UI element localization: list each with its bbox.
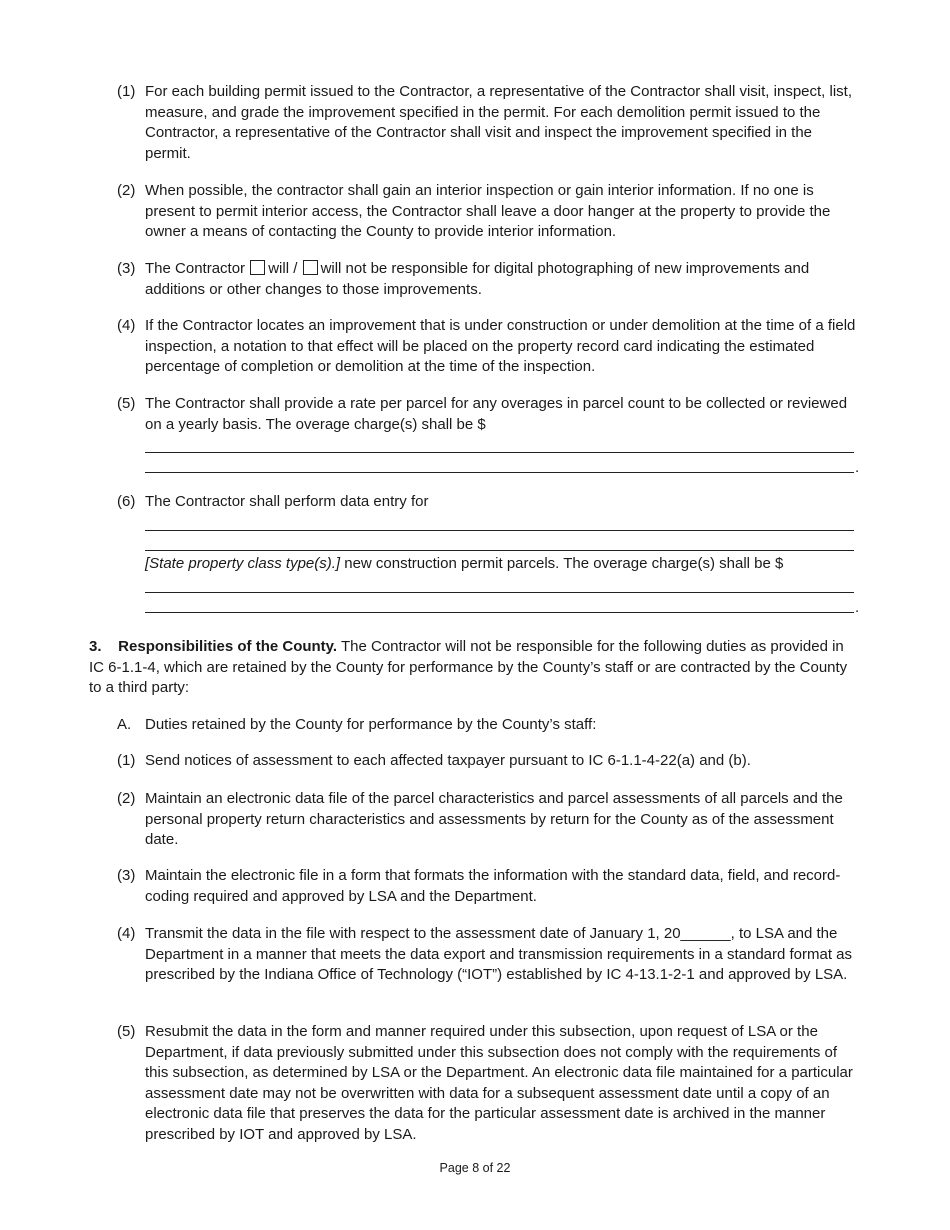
- item-number: (2): [117, 790, 136, 807]
- period: .: [855, 599, 860, 616]
- item-text: The Contractor shall perform data entry for: [145, 493, 429, 510]
- item-text-part: will not be responsible for digital photographing of new improvements and additions or other changes to those improvements.: [145, 260, 810, 298]
- item-number: (5): [117, 395, 136, 412]
- item-text: [145, 259, 862, 300]
- item-number: (2): [117, 182, 136, 199]
- list-item: [117, 492, 862, 513]
- item-letter: A.: [117, 716, 132, 733]
- fill-in-line[interactable]: [145, 452, 854, 453]
- list-item-continuation: [117, 554, 862, 575]
- list-item: [117, 181, 862, 243]
- item-text-part: new construction permit parcels. The overage charge(s) shall be $: [340, 555, 784, 572]
- list-item: [117, 789, 862, 851]
- section-heading: 3. Responsibilities of the County.: [89, 638, 338, 655]
- item-text: The Contractor shall provide a rate per parcel for any overages in parcel count to be collected or reviewed on a yearly basis. The overage charge(s) shall be $: [145, 395, 848, 433]
- item-text-part: will /: [268, 260, 298, 277]
- item-text: Maintain the electronic file in a form that formats the information with the standard data, field, and record-coding required and approved by LSA and the Department.: [145, 867, 841, 905]
- item-text: Transmit the data in the file with respect to the assessment date of January 1, 20______, to LSA and the Department in a manner that meets the data export and transmission requirements in a standard format as prescribed by the Indiana Office of Technology (“IOT”) established by IC 4-13.1-2-1 and approved by LSA.: [145, 925, 853, 983]
- list-item: [117, 866, 862, 907]
- item-text-part: The Contractor: [145, 260, 246, 277]
- item-number: (4): [117, 925, 136, 942]
- section-text: The Contractor will not be responsible for the following duties as provided in IC 6-1.1-4, which are retained by the County for performance by the County’s staff or are contracted by the County to a third party:: [89, 638, 848, 696]
- item-text: Maintain an electronic data file of the parcel characteristics and parcel assessments of all parcels and the personal property return characteristics and assessments by return for the County as of the assessment date.: [145, 790, 843, 848]
- fill-in-line[interactable]: [145, 592, 854, 593]
- item-number: (1): [117, 752, 136, 769]
- period: .: [855, 459, 860, 476]
- fill-in-line[interactable]: [145, 472, 854, 473]
- list-item: [117, 316, 862, 378]
- item-text: Resubmit the data in the form and manner required under this subsection, upon request of LSA or the Department, if data previously submitted under this subsection does not comply with the requirements of this subsection, as determined by LSA or the Department. An electronic data file maintained for a particular assessment date may not be overwritten with data for a subsequent assessment date until a copy of an electronic data file that preserves the data for the particular assessment date is archived in the manner prescribed by IOT and approved by LSA.: [145, 1023, 853, 1143]
- fill-in-line[interactable]: [145, 550, 854, 551]
- will-checkbox[interactable]: [250, 260, 265, 275]
- will-not-checkbox[interactable]: [303, 260, 318, 275]
- list-item: [117, 751, 862, 772]
- item-number: (3): [117, 260, 136, 277]
- item-number: (5): [117, 1023, 136, 1040]
- fill-in-line[interactable]: [145, 612, 854, 613]
- fill-in-line[interactable]: [145, 530, 854, 531]
- item-text: When possible, the contractor shall gain an interior inspection or gain interior information. If no one is present to permit interior access, the Contractor shall leave a door hanger at the property to provide the owner a means of contacting the County to provide interior information.: [145, 182, 831, 240]
- item-text: If the Contractor locates an improvement that is under construction or under demolition at the time of a field inspection, a notation to that effect will be placed on the property record card indicating the estimated percentage of completion or demolition at the time of the inspection.: [145, 317, 856, 375]
- section-3: [89, 637, 859, 699]
- list-item: [117, 715, 862, 736]
- list-item: [117, 924, 862, 986]
- item-text: For each building permit issued to the Contractor, a representative of the Contractor shall visit, inspect, list, measure, and grade the improvement specified in the permit. For each demolition permit issued to the Contractor, a representative of the Contractor shall visit and inspect the improvement specified in the permit.: [145, 83, 853, 162]
- item-number: (1): [117, 83, 136, 100]
- item-text: Duties retained by the County for performance by the County’s staff:: [145, 716, 597, 733]
- page-number: Page 8 of 22: [439, 1161, 511, 1175]
- list-item: [117, 394, 862, 435]
- list-item: [117, 1022, 862, 1145]
- item-text: [145, 554, 862, 575]
- list-item: [117, 259, 862, 300]
- item-number: (6): [117, 493, 136, 510]
- item-number: (3): [117, 867, 136, 884]
- item-number: (4): [117, 317, 136, 334]
- placeholder-text: [State property class type(s).]: [145, 555, 341, 572]
- item-text: Send notices of assessment to each affected taxpayer pursuant to IC 6-1.1-4-22(a) and (b).: [145, 752, 751, 769]
- list-item: [117, 82, 862, 164]
